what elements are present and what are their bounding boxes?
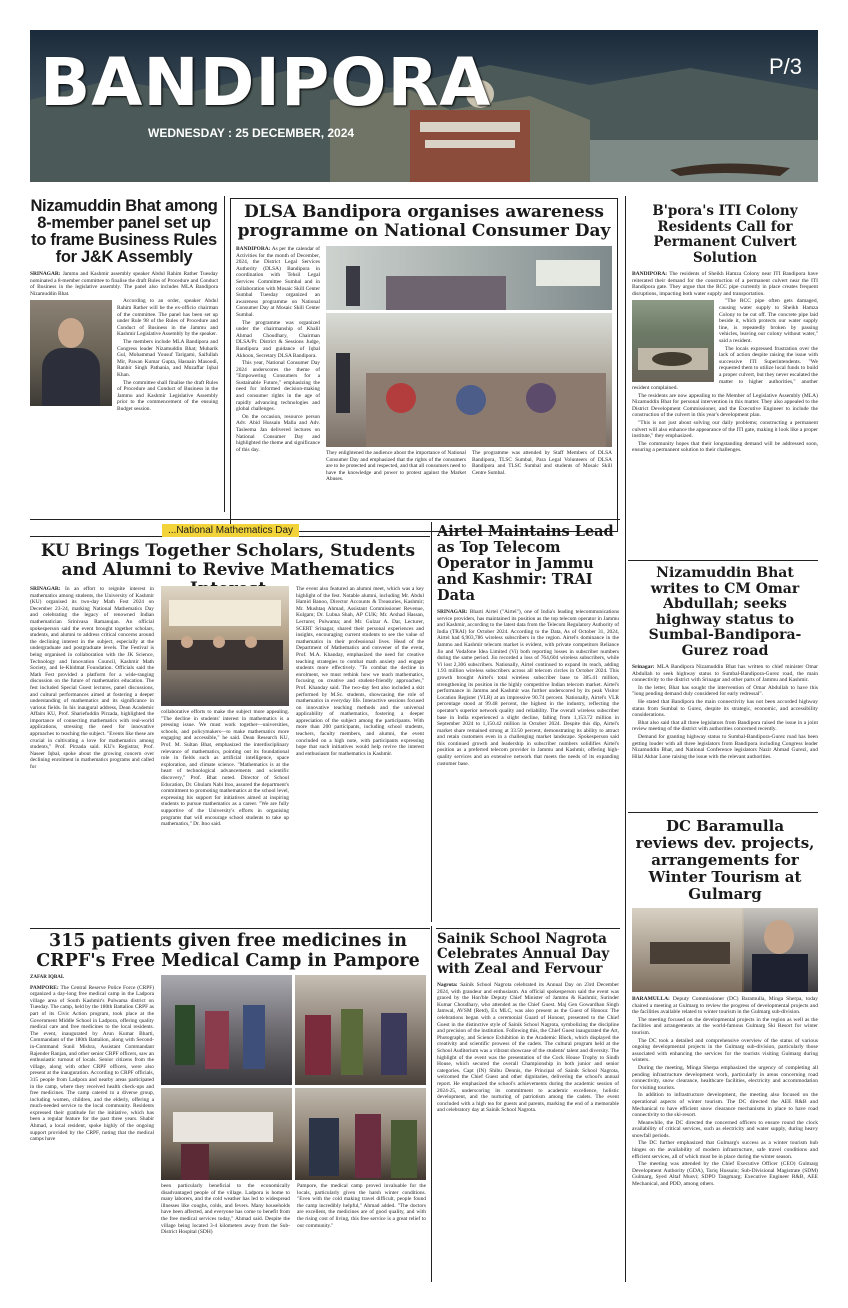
lead-label: BANDIPORA: — [632, 271, 668, 277]
paragraph: Jammu and Kashmir assembly speaker Abdul Rahim Rather Tuesday nominated a 8-member committee to finalise the draft Rules of Procedure and Conduct of Business in the legislative assembly. The panel also includes MLA Bandipora Nizamuddin Bhat. — [30, 271, 218, 297]
article-dc-baramulla-gulmarg — [632, 818, 818, 1282]
lead-label: SRINAGAR: — [437, 609, 468, 615]
medical-camp-photo-3 — [161, 1088, 292, 1180]
byline: ZAFAR IQBAL — [30, 975, 65, 980]
headline: KU Brings Together Scholars, Students and Alumni to Revive Mathematics — [40, 541, 416, 580]
gulmarg-meeting-photo — [632, 908, 818, 992]
headline: Sainik School Nagrota Celebrates Annual Day with Zeal and Fervour — [437, 932, 610, 977]
bhat-photo — [30, 300, 112, 406]
medical-camp-photo-2 — [295, 975, 426, 1085]
paragraph: Deputy Commissioner (DC) Baramulla, Minga Sherpa, today chaired a meeting at Gulmarg to review the progress of developmental projects and the facilities available related to winter tourism in the Gulmarg sub-division. — [632, 996, 818, 1016]
article-bhat-business-rules — [30, 198, 218, 510]
paragraph: been particularly beneficial to the economically disadvantaged people of the village. Ladpora is home to many laborers, and the cold weather has led to widespread illnesses like coughs, colds, and fevers. Many households have been affected, and everyone has come to benefit from the free medical services today," Ahmad said. Despite the village being located 3-4 kilometers away from the Sub-District Hospital (SDH) — [161, 1183, 290, 1236]
masthead-date: WEDNESDAY : 25 DECEMBER, 2024 — [148, 126, 355, 140]
article-airtel-trai — [437, 524, 619, 926]
paragraph: In an effort to reignite interest in mathematics among students, the University of Kashmir (KU) organised its two-day Math Fest 2024 on December 23-24, marking National Mathematics Day and celebrating the legacy of renowned Indian mathematician Srinivasa Ramanujan. An official spokesperson said the event brought together scholars, students, and alumni to address critical concerns around the declining interest in the subject, especially at the undergraduate and postgraduate levels. The Festival is being organised in collaboration with the JK Science, Technology and Innovation Council, Kashmir Math Society, and Ie-Khidmat Foundation. Officials said the Math Fest provided a platform for a wide-ranging discussion on the future of mathematics education. The fest included Special Guest lectures, panel discussions, and cultural performances aimed at fostering a deeper understanding of mathematics and its significance in various fields. In his inaugural address, Dean Academic Affairs KU, Prof. Shariefuddin Pirzada, highlighted the importance of connecting mathematics with real-world applications, stressing the need for innovative approaches to teaching the subject. "Events like these are crucial in cultivating a love for mathematics among students," Prof. Pirzada said. KU's Registrar, Prof. Naseer Iqbal, spoke about the growing concern over declining enrolment in mathematics programs and called for — [30, 586, 154, 771]
paragraph: The residents are now appealing to the Member of Legislative Assembly (MLA) Nizamuddin Bhat for personal intervention in this matter. They also appealed to the District Development Commissioner, and the Executive Engineer to include the construction of the culvert in this year's development plan. — [632, 392, 818, 419]
paragraph: He stated that Bandipora the main connectivity has not been accorded highway status from Sumbal to Gurez, despite its strategic, economic, and accessibility considerations. — [632, 698, 818, 719]
paragraph: The programme was attended by Staff Members of DLSA Bandipora, TLSC Sumbal, Para Legal Volunteers of DLSA Bandipora and TLSC Sumbal and students of Mosaic Skill Centre Sumbal. — [472, 450, 612, 476]
headline: Nizamuddin Bhat among 8-member panel set up to frame Business Rules for J&K Assembly — [30, 198, 218, 266]
headline: Airtel Maintains Lead as Top Telecom Operator in Jammu and Kashmir: TRAI Data — [437, 524, 614, 604]
paragraph: "The RCC pipe often gets damaged, causing water supply to Sheikh Hamza Colony to be cut off. The concrete pipe laid beside it, which protects our water supply line, is repeatedly broken by passing vehicles, leaving our colony without water," said a resident. — [719, 298, 818, 344]
paragraph: As per the calendar of Activities for the month of December, 2024, the District Legal Services Authority (DLSA) Bandipora in coordination with Tehsil Legal Services Committee Sumbal and in collaboration with Mosaic Skill Center Sumbal Tuesday organized an awareness programme on National Consumer Day at Mosaic Skill Center Sumbal. — [236, 246, 320, 318]
paragraph: According to an order, speaker Abdul Rahim Rather will be the ex-officio chairman of the committee. The panel has been set up under Rule 98 of the Rules of Procedure and Conduct of Business in the Jammu and Kashmir Legislative Assembly by the speaker. — [117, 298, 218, 338]
paragraph: The meeting focused on the developmental projects in the region as well as the facilities and arrangements at the world-famous Gulmarg Ski Resort for winter tourism. — [632, 1016, 818, 1036]
headline: Nizamuddin Bhat writes to CM Omar Abdullah; seeks highway status to Sumbal-Bandipora-Gurez road — [648, 566, 802, 659]
article-crpf-medical-camp — [30, 932, 426, 1282]
kicker: ...National Mathematics Day — [162, 524, 299, 537]
paragraph: The event also featured an alumni meet, which was a key highlight of the fest. Notable alumni, including Mr. Abdul Hamid Banoo, Director Accounts & Treasuries, Kashmir; Mr. Mushtaq Ahmad, Assistant Commissioner Revenue, Kulgam; Dr. Lubna Shah, AP CUK; Mr. Arshad Hassan, Lecturer, Pulwama; and Mr. Gulzar A. Dar, Lecturer, SCERT Srinagar, shared their personal experiences and insights, encouraging current students to see the value of mathematics in their professional lives. Head of the Department of Mathematics and convener of the event, Prof. M.A. Khanday, emphasized the need for creative teaching strategies to combat math anxiety and engage students more effectively. "To combat the decline in enrolment, we must rethink how we teach mathematics, focusing on creative and student-friendly approaches," Prof. Khanday said. The two-day fest also included a skit performed by M.Sc. students, showcasing the role of mathematics in everyday life. Interactive sessions focused on innovative teaching methods and the universal applicability of mathematics, fostering a deeper appreciation of the subject among the participants. With more than 200 participants, including school students, teachers, faculty members, and alumni, the event concluded on a high note, with participants expressing hope that such initiatives would help revive the interest and enthusiasm for mathematics in Kashmir. — [296, 586, 424, 757]
dlsa-photo-2 — [326, 313, 612, 447]
culvert-photo — [632, 300, 714, 382]
paragraph: On the occasion, resource person Adv. Abid Hussain Malla and Adv. Tasleema Jan delivered lectures on National Consumer Day and highlighted the theme and significance of this day. — [236, 413, 320, 453]
paragraph: The committee shall finalise the draft Rules of Procedure and Conduct of Business in the Jammu and Kashmir Legislative Assembly prior to the commencement of the ensuing Budget session. — [117, 379, 218, 412]
paragraph: The community hopes that their longstanding demand will be addressed soon, ensuring a permanent solution to their challenges. — [632, 440, 818, 454]
paragraph: The DC took a detailed and comprehensive overview of the status of various ongoing developmental projects in the Gulmarg sub-division, particularly those associated with enhancing the services for the tourists visiting Gulmarg during winters. — [632, 1037, 818, 1064]
paragraph: "This is not just about solving our daily problems; constructing a permanent culvert will also enhance the appearance of the ITI gate, making it look like a proper institute," they emphasized. — [632, 420, 818, 440]
paragraph: The locals expressed frustration over the lack of action despite raising the issue with successive ITI Superintendents. "We requested them to utilize local funds to build a proper culvert, but they never escalated the matter to higher authorities," another resident complained. — [632, 345, 818, 392]
paragraph: The DC further emphasized that Gulmarg's success as a winter tourism hub hinges on the availability of modern infrastructure, safe travel conditions and efficient services, all of which must be in place during the winter season. — [632, 1140, 818, 1160]
headline: DLSA Bandipora organises awareness programme on National Consumer Day — [237, 202, 611, 241]
paragraph: The Central Reserve Police Force (CRPF) organized a day-long free medical camp in the Ladpora village area of South Kashmir's Pulwama district on Tuesday. The camp, held by the 180th Battalion CRPF as part of its Civic Action program, took place at the Government Middle School in Ladpora, offering quality medical care and free medicines to the local residents. The event, inaugurated by Arun Kumar Bharti, Commandant of the 180th Battalion, along with Second-in-Command Sunil Mishra, Assistant Commandant Rajender Ranjan, and other senior CRPF officers, saw an enthusiastic turnout of locals. Senior citizens from the village, along with other CRPF officers, were also present at the inauguration. According to CRPF officials, 315 people from Ladpora and nearby areas participated in the camp, where they received health check-ups and free medicines. The camp catered to a diverse group, including women, children, and the elderly, offering a much-needed service to the local community. Residents expressed their gratitude for the initiative, which has been a regular feature for the past three years. Shabir Ahmad, a local resident, spoke highly of the ongoing support provided by the CRPF, noting that the medical camps have — [30, 984, 154, 1143]
paragraph: Demand for granting highway status to Sumbal-Bandipora-Gurez road has been getting louder with all three legislators from Bandipora including Congress leader Nizamuddin Bhat, and National Conference legislators Nazir Ahmad Gurezi, and Hilal Akbar Lone raising the issue with the relevant authorities. — [632, 733, 818, 760]
paragraph: Pampore, the medical camp proved invaluable for the locals, particularly given the harsh winter conditions. "Even with the cold making travel difficult, people found the camp incredibly helpful," Ahmad added. "The doctors are excellent, the medicines are of good quality, and with the rising cost of living, this free service is a great relief to our community." — [297, 1183, 426, 1229]
masthead-title: BANDIPORA — [40, 44, 492, 121]
paragraph: During the meeting, Minga Sherpa emphasized the urgency of completing all pending infrastructure development work, particularly in areas concerning road connectivity, snow clearance, healthcare facilities, electricity and accommodation for visiting tourists. — [632, 1064, 818, 1091]
paragraph: This year, National Consumer Day 2024 underscores the theme of "Empowering Consumers for a Sustainable Future," emphasizing the need for informed decision-making and consumer rights in the age of rapidly advancing technologies and global challenges. — [236, 360, 320, 413]
lead-label: BARAMULLA: — [632, 996, 670, 1002]
article-highway-status — [632, 566, 818, 808]
masthead-banner — [30, 30, 818, 182]
paragraph: In addition to infrastructure development, the meeting also focused on the operational aspects of winter tourism. The DC directed the AEE R&B and Mechanical to have efficient snow clearance mechanisms in place to have road connectivity to the ski-resort. — [632, 1092, 818, 1119]
headline: 315 patients given free medicines in CRPF's Free Medical Camp in Pampore — [36, 932, 420, 971]
article-ku-math-fest — [30, 524, 426, 924]
medical-camp-photo-4 — [295, 1088, 426, 1180]
headline: B'pora's ITI Colony Residents Call for Permanent Culvert Solution — [652, 204, 798, 266]
article-sainik-school-annual-day — [437, 932, 619, 1284]
lead-label: Nagrota: — [437, 982, 458, 988]
paragraph: MLA Bandipora Nizamuddin Bhat has written to chief minister Omar Abdullah to seek highway status to Sumbal-Bandipora-Gurez road, the main connectivity to the district with Srinagar and other parts of Jammu and Kashmir. — [632, 664, 818, 684]
dlsa-photo-1 — [326, 246, 612, 310]
paragraph: The meeting was attended by the Chief Executive Officer (CEO) Gulmarg Development Authority (GDA), Tariq Hussain; Sub-Divisional Magistrate (SDM) Gulmarg, Syed Altaf Musvi; SDPO Tangmarg; Executive Engineer R&B, AEE Mechanical, and PDD, among others. — [632, 1161, 818, 1188]
paragraph: Bharti Airtel ("Airtel"), one of India's leading telecommunications service providers, has maintained its position as the top telecom operator in Jammu and Kashmir, according to the latest data from the Telecom Regulatory Authority of India (TRAI) for October 2024. According to the Data, As of October 31, 2024, Airtel had 6,903,786 wireless subscribers in the region. Airtel's dominance in the Jammu and Kashmir telecom market is evident, with private competitors Reliance Jio and Vodafone Idea Limited (Vi) both reporting losses in subscriber numbers during the same period. Jio recorded a loss of 764,604 wireless subscribers, while Vi lost 2,306 subscribers. Nationally, Airtel continued to expand its reach, adding 1.93 million wireless subscribers across all telecom circles in October 2024. This growth brought Airtel's total wireless subscriber base to 385.41 million, strengthening its position in the highly competitive Indian telecom market. Airtel's performance in Jammu and Kashmir was further underscored by its peak Visitor Location Register (VLR) at an impressive 90.74 percent. Nationally, Airtel's VLR percentage stood at 99.48 percent, the highest in the industry, reflecting the operator's superior network quality and reliability. The overall wireless subscriber base in India experienced a slight decline, falling from 1,153.72 million in September 2024 to 1,150.42 million in October 2024. Despite this dip, Airtel's market share remained strong at 33.50 percent, demonstrating its ability to attract and retain customers even in a challenging market landscape. Spokesperson said this continued growth and leadership in subscriber numbers solidifies Airtel's position as a preferred telecom provider in Jammu and Kashmir, offering high-quality services and an extensive network that meets the needs of its expanding customer base. — [437, 609, 619, 767]
math-fest-photo — [161, 586, 289, 706]
lead-label: SRINAGAR: — [30, 271, 61, 277]
lead-label: Srinagar: — [632, 664, 655, 670]
paragraph: collaborative efforts to make the subject more appealing. "The decline in students' interest in mathematics is a pressing issue. We must work together—universities, schools, and policymakers—to make mathematics more engaging and accessible," he said. Dean Research KU, Prof. M. Sultan Bhat, emphasized the interdisciplinary relevance of mathematics, pointing out its foundational role in fields such as artificial intelligence, space exploration, and climate science. "Mathematics is at the heart of technological advancements and scientific discovery," Prof. Bhat noted. Director of School Education, Dr. Ghulam Nabi Itoo, assured the department's commitment to promoting mathematics at the school level, expressing his support for initiatives aimed at inspiring students to pursue mathematics as a career. "We are fully supportive of the University's efforts in organising programs that will encourage school students to take up mathematics," Dr. Itoo said. — [161, 709, 289, 828]
paragraph: The residents of Sheikh Hamza Colony near ITI Bandipora have reiterated their demand for the construction of a permanent culvert near the ITI Bandipora gate. They argue that the RCC pipe currently in place creates frequent disruptions, impacting both water supply and transportation. — [632, 271, 818, 297]
paragraph: Meanwhile, the DC directed the concerned officers to ensure round the clock availability of critical services, such as electricity and water supply, during heavy snowfall periods. — [632, 1119, 818, 1139]
page-number: P/3 — [768, 54, 802, 79]
paragraph: The members include MLA Bandipora and Congress leader Nizamuddin Bhat; Mubarik Gul, Mohammad Yousuf Tarigami, Saifullah Mir, Pawan Kumar Gupta, Hasnain Masoodi, Ranbir Singh Pathania, and Muzaffar Iqbal Khan. — [117, 338, 218, 378]
lead-label: BANDIPORA: — [236, 246, 271, 252]
medical-camp-photo-1 — [161, 975, 292, 1085]
headline: DC Baramulla reviews dev. projects, arrangements for Winter Tourism at Gulmarg — [635, 818, 815, 903]
article-iti-colony-culvert — [632, 204, 818, 558]
lead-label: SRINAGAR: — [30, 586, 61, 592]
paragraph: Sainik School Nagrota celebrated its Annual Day on 23rd December 2024, with grandeur and enthusiasm. An official spokesperson said the event was graced by the Hon'ble Deputy Chief Minister of Jammu & Kashmir, Surinder Kumar Choudhary, who attended as the Chief Guest. Maj Gen Gowardhan Singh Jamwal, AVSM (Retd), Ex MLC, was also present as the Guest of Honour. The celebrations began with a ceremonial Guard of Honour, presented to the Chief Guest in the distinctive style of Sainik School Nagrota, symbolizing the discipline and precision of the institution. Following this, the Chief Guest inaugurated the Art, Photography, and Science Exhibition in the Academic Block, which displayed the creativity and scientific prowess of the cadets. The cultural program held at the School Auditorium was a vibrant showcase of the students' talent and diversity. The highlight of the event was the presentation of the Cock House Trophy to Sindh House, which secured the overall Championship in both junior and senior categories. Capt (IN) Shibu Dennis, the Principal of Sainik School Nagrota, welcomed the Chief Guest and other dignitaries, delivering the school's annual report. He emphasized the school's achievements during the academic session of 2024-25, underscoring its commitment to academic excellence, holistic development, and the nurturing of patriotism among the cadets. The event concluded with a high tea for guests and parents, marking the end of a memorable and celebratory day at Sainik School Nagrota. — [437, 982, 619, 1114]
article-dlsa-consumer-day — [230, 198, 618, 532]
paragraph: The programme was organized under the chairmanship of Khalil Ahmad Choudhary, Chairman DLSA/Pr. District & Sessions Judge, Bandipora and guidance of Iqbal Akhoon, Secretary DLSA Bandipora. — [236, 319, 320, 359]
paragraph: In the letter, Bhat has sought the intervention of Omar Abdullah to have this "long pending demand duly considered for early redressal". — [632, 684, 818, 698]
paragraph: They enlightened the audience about the importance of National Consumer Day and emphasized that the rights of the consumers are to be protected and respected, and that all consumers need to have the knowledge and power to protest against the Market Abuses. — [326, 450, 466, 483]
paragraph: Bhat also said that all three legislators from Bandipora raised the issue in a joint review meeting of the district with authorities concerned recently. — [632, 719, 818, 733]
lead-label: PAMPORE: — [30, 984, 59, 991]
